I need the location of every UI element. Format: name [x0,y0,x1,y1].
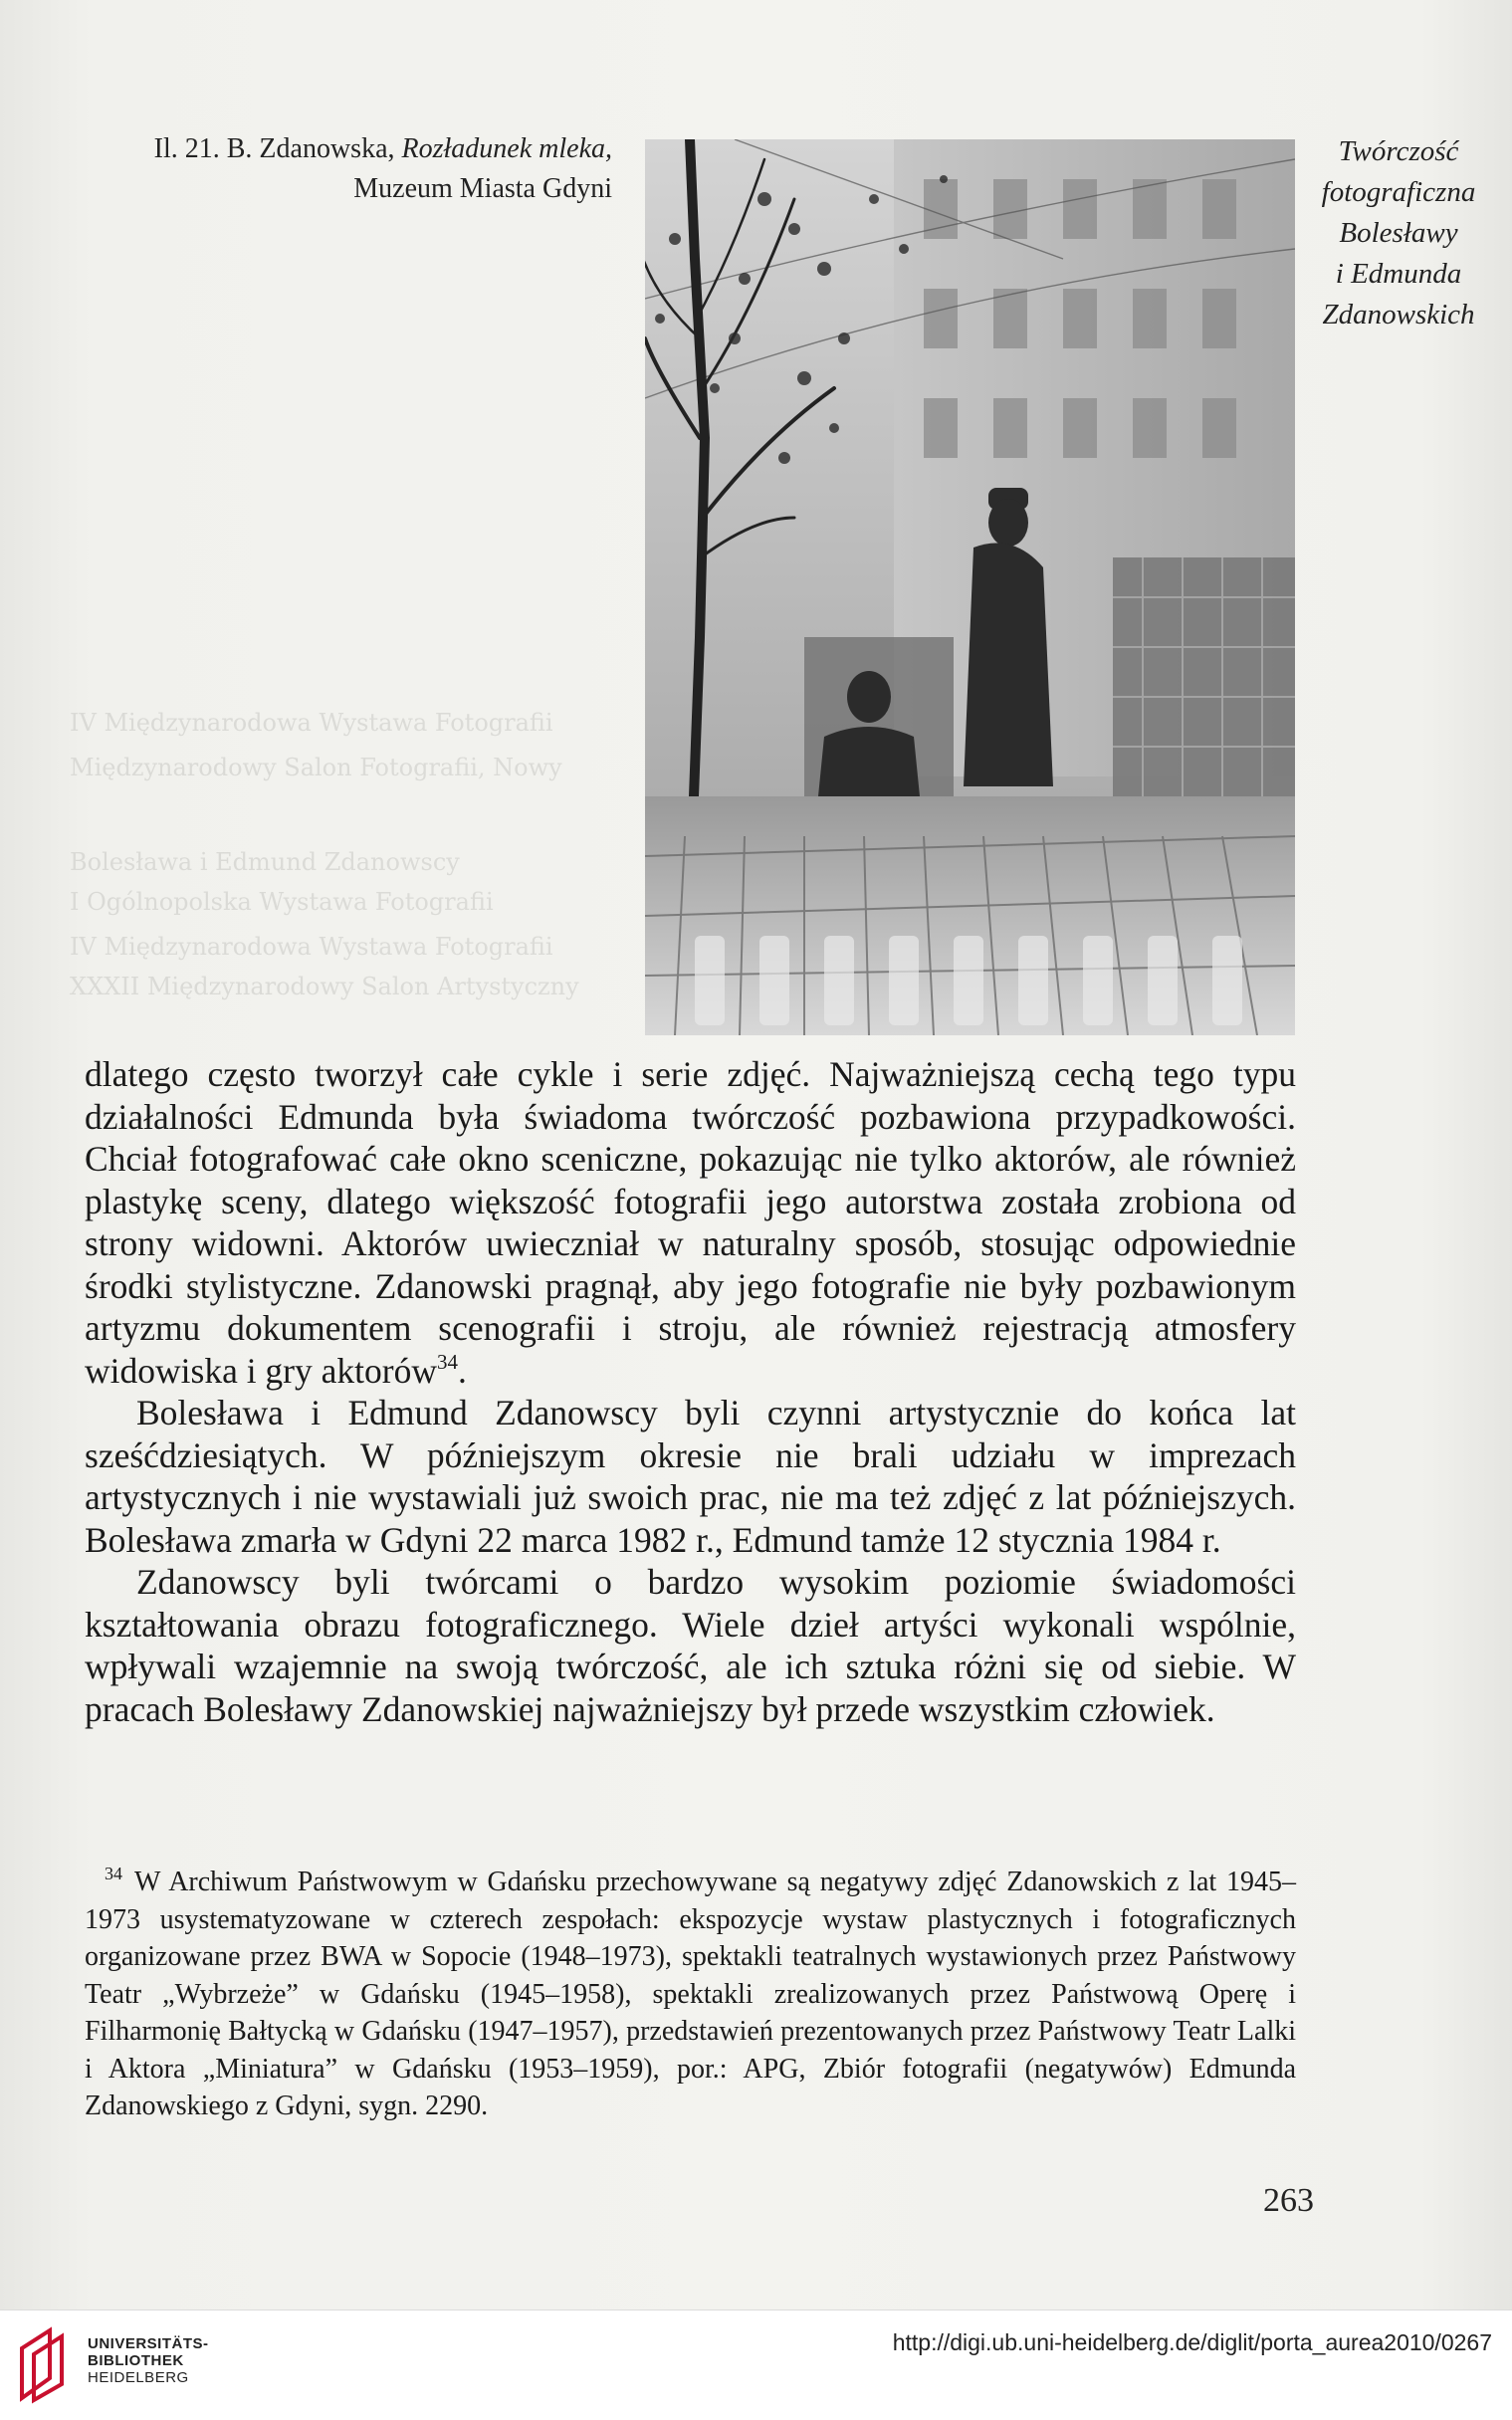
show-through-line: IV Międzynarodowa Wystawa Fotografii [70,709,553,737]
paragraph [85,1053,1296,1392]
side-title-line: i Edmunda [1335,258,1462,290]
paragraph: Zdanowscy byli twórcami o bardzo wysokim poziomie świadomości kształtowania obrazu fotograficznego. Wiele dzieł artyści wykonali wspólnie, wpływali wzajemnie na swoją twórczość, ale ich sztuka różni się od siebie. W pracach Bolesławy Zdanowskiej najważniejszy był przede wszystkim człowiek. [85,1562,1296,1729]
side-title-line: Twórczość [1338,135,1459,167]
show-through-line: IV Międzynarodowa Wystawa Fotografii [70,933,553,961]
footnote-number: 34 [105,1864,122,1883]
library-name-line: UNIVERSITÄTS- [88,2335,209,2352]
show-through-line: Międzynarodowy Salon Fotografii, Nowy [70,754,562,781]
paragraph-text: dlatego często tworzył całe cykle i serie zdjęć. Najważniejszą cechą tego typu działalności Edmunda była świadoma twórczość pozbawiona przypadkowości. Chciał fotografować całe okno sceniczne, pokazując nie tylko aktorów, ale również plastykę sceny, dlatego większość fotografii jego autorstwa została zrobiona od strony widowni. Aktorów uwieczniał w naturalny sposób, stosując odpowiednie środki stylistyczne. Zdanowski pragnął, aby jego fotografie nie były pozbawionym artyzmu dokumentem scenografii i stroju, ale również rejestracją atmosfery widowiska i gry aktorów [85,1054,1296,1391]
caption-prefix: Il. 21. B. Zdanowska, [153,133,402,164]
library-logo-icon [16,2324,78,2404]
caption-work-title: Rozładunek mleka, [401,133,612,164]
show-through-line: Bolesława i Edmund Zdanowscy [70,848,460,876]
paragraph-end: . [457,1350,467,1391]
main-text [85,1053,1296,1730]
caption-museum: Muzeum Miasta Gdyni [353,173,612,204]
digitization-footer [0,2310,1512,2420]
running-side-title [1294,131,1503,335]
figure-caption [60,129,612,209]
library-name-line: BIBLIOTHEK [88,2352,184,2369]
side-title-line: Bolesławy [1339,217,1458,249]
footnote-text: W Archiwum Państwowym w Gdańsku przechowywane są negatywy zdjęć Zdanowskich z lat 1945–1973 usystematyzowane w czterech zespołach: ekspozycje wystaw plastycznych i fotograficznych organizowane przez BWA w Sopocie (1948–1973), spektakli teatralnych wystawionych przez Państwowy Teatr „Wybrzeże” w Gdańsku (1945–1958), spektakli zrealizowanych przez Państwową Operę i Filharmonię Bałtycką w Gdańsku (1947–1957), przedstawień prezentowanych przez Państwowy Teatr Lalki i Aktora „Miniatura” w Gdańsku (1953–1959), por.: APG, Zbiór fotografii (negatywów) Edmunda Zdanowskiego z Gdyni, sygn. 2290. [85,1867,1296,2121]
source-url-link[interactable]: http://digi.ub.uni-heidelberg.de/diglit/porta_aurea2010/0267 [892,2329,1492,2355]
show-through-line: XXXII Międzynarodowy Salon Artystyczny [70,973,579,1000]
side-title-line: Zdanowskich [1322,299,1475,330]
library-name [88,2335,209,2386]
page-number: 263 [1263,2182,1314,2219]
photograph-milk-unloading [645,139,1295,1035]
show-through-line: I Ogólnopolska Wystawa Fotografii [70,888,494,916]
side-title-line: fotograficzna [1321,176,1476,208]
library-name-line: HEIDELBERG [88,2369,189,2386]
paragraph: Bolesława i Edmund Zdanowscy byli czynni artystycznie do końca lat sześćdziesiątych. W późniejszym okresie nie brali udziału w imprezach artystycznych i nie wystawiali już swoich prac, nie ma też zdjęć z lat późniejszych. Bolesława zmarła w Gdyni 22 marca 1982 r., Edmund tamże 12 stycznia 1984 r. [85,1393,1296,1560]
footnote [85,1864,1296,2125]
footnote-reference: 34 [436,1349,458,1374]
